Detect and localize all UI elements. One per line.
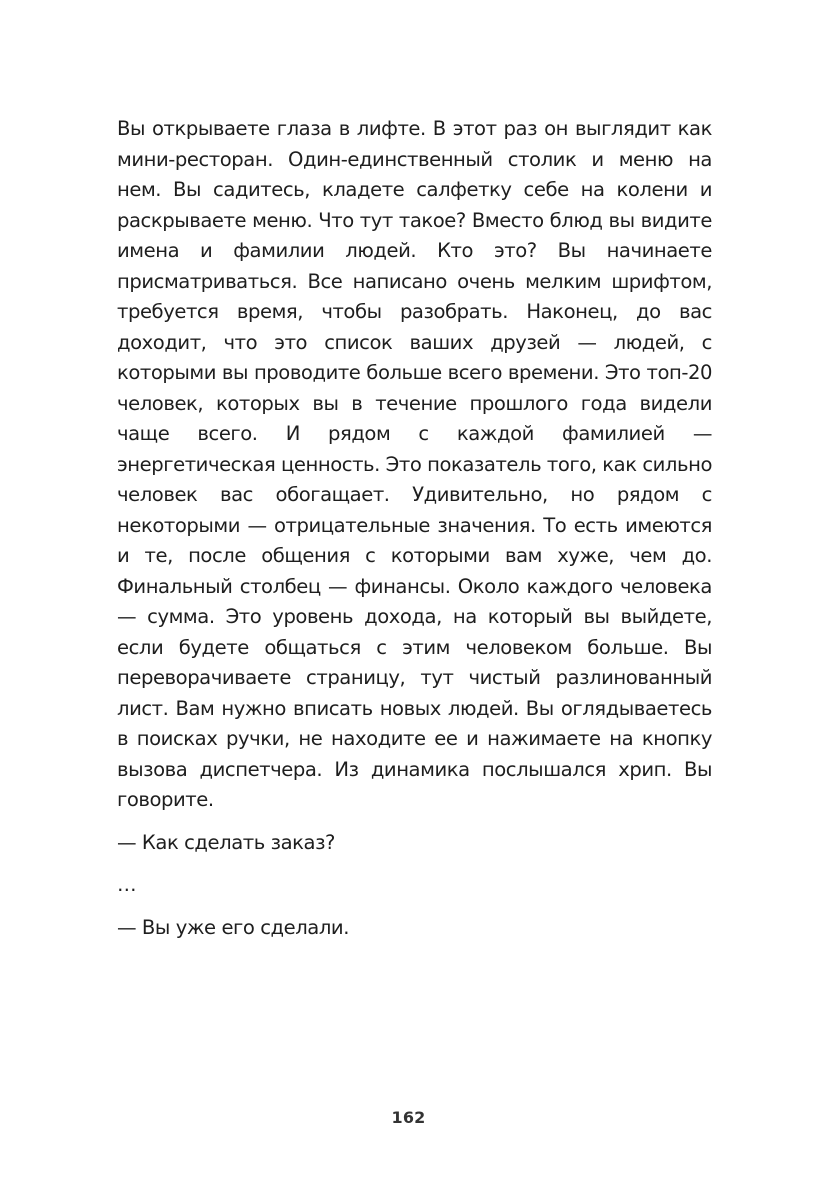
- dialog-line-question: — Как сделать заказ?: [117, 830, 335, 854]
- page-number: 162: [391, 1108, 426, 1127]
- dialog-line-ellipsis: …: [117, 873, 137, 896]
- text-block: [117, 114, 712, 943]
- body-paragraph: Вы открываете глаза в лифте. В этот раз он выглядит как мини-ресторан. Один-единственный столик и меню на нем. Вы садитесь, кладете салфетку себе на колени и раскрываете меню. Что тут такое? Вместо блюд вы видите имена и фамилии людей. Кто это? Вы начинаете присматриваться. Все написано очень мелким шрифтом, требуется время, чтобы разобрать. Наконец, до вас доходит, что это список ваших друзей — людей, с которыми вы проводите больше всего времени. Это топ-20 человек, которых вы в течение прошлого года видели чаще всего. И рядом с каждой фамилией — энергетическая ценность. Это показатель того, как сильно человек вас обогащает. Удивительно, но рядом с некоторыми — отрицательные значения. То есть имеются и те, после общения с которыми вам хуже, чем до. Финальный столбец — финансы. Около каждого человека — сумма. Это уровень дохода, на который вы выйдете, если будете общаться с этим человеком больше. Вы переворачиваете страницу, тут чистый разлинованный лист. Вам нужно вписать новых людей. Вы оглядываетесь в поисках ручки, не находите ее и нажимаете на кнопку вызова диспетчера. Из динамика послышался хрип. Вы говорите.: [117, 117, 712, 811]
- dialog-line-answer: — Вы уже его сделали.: [117, 915, 349, 939]
